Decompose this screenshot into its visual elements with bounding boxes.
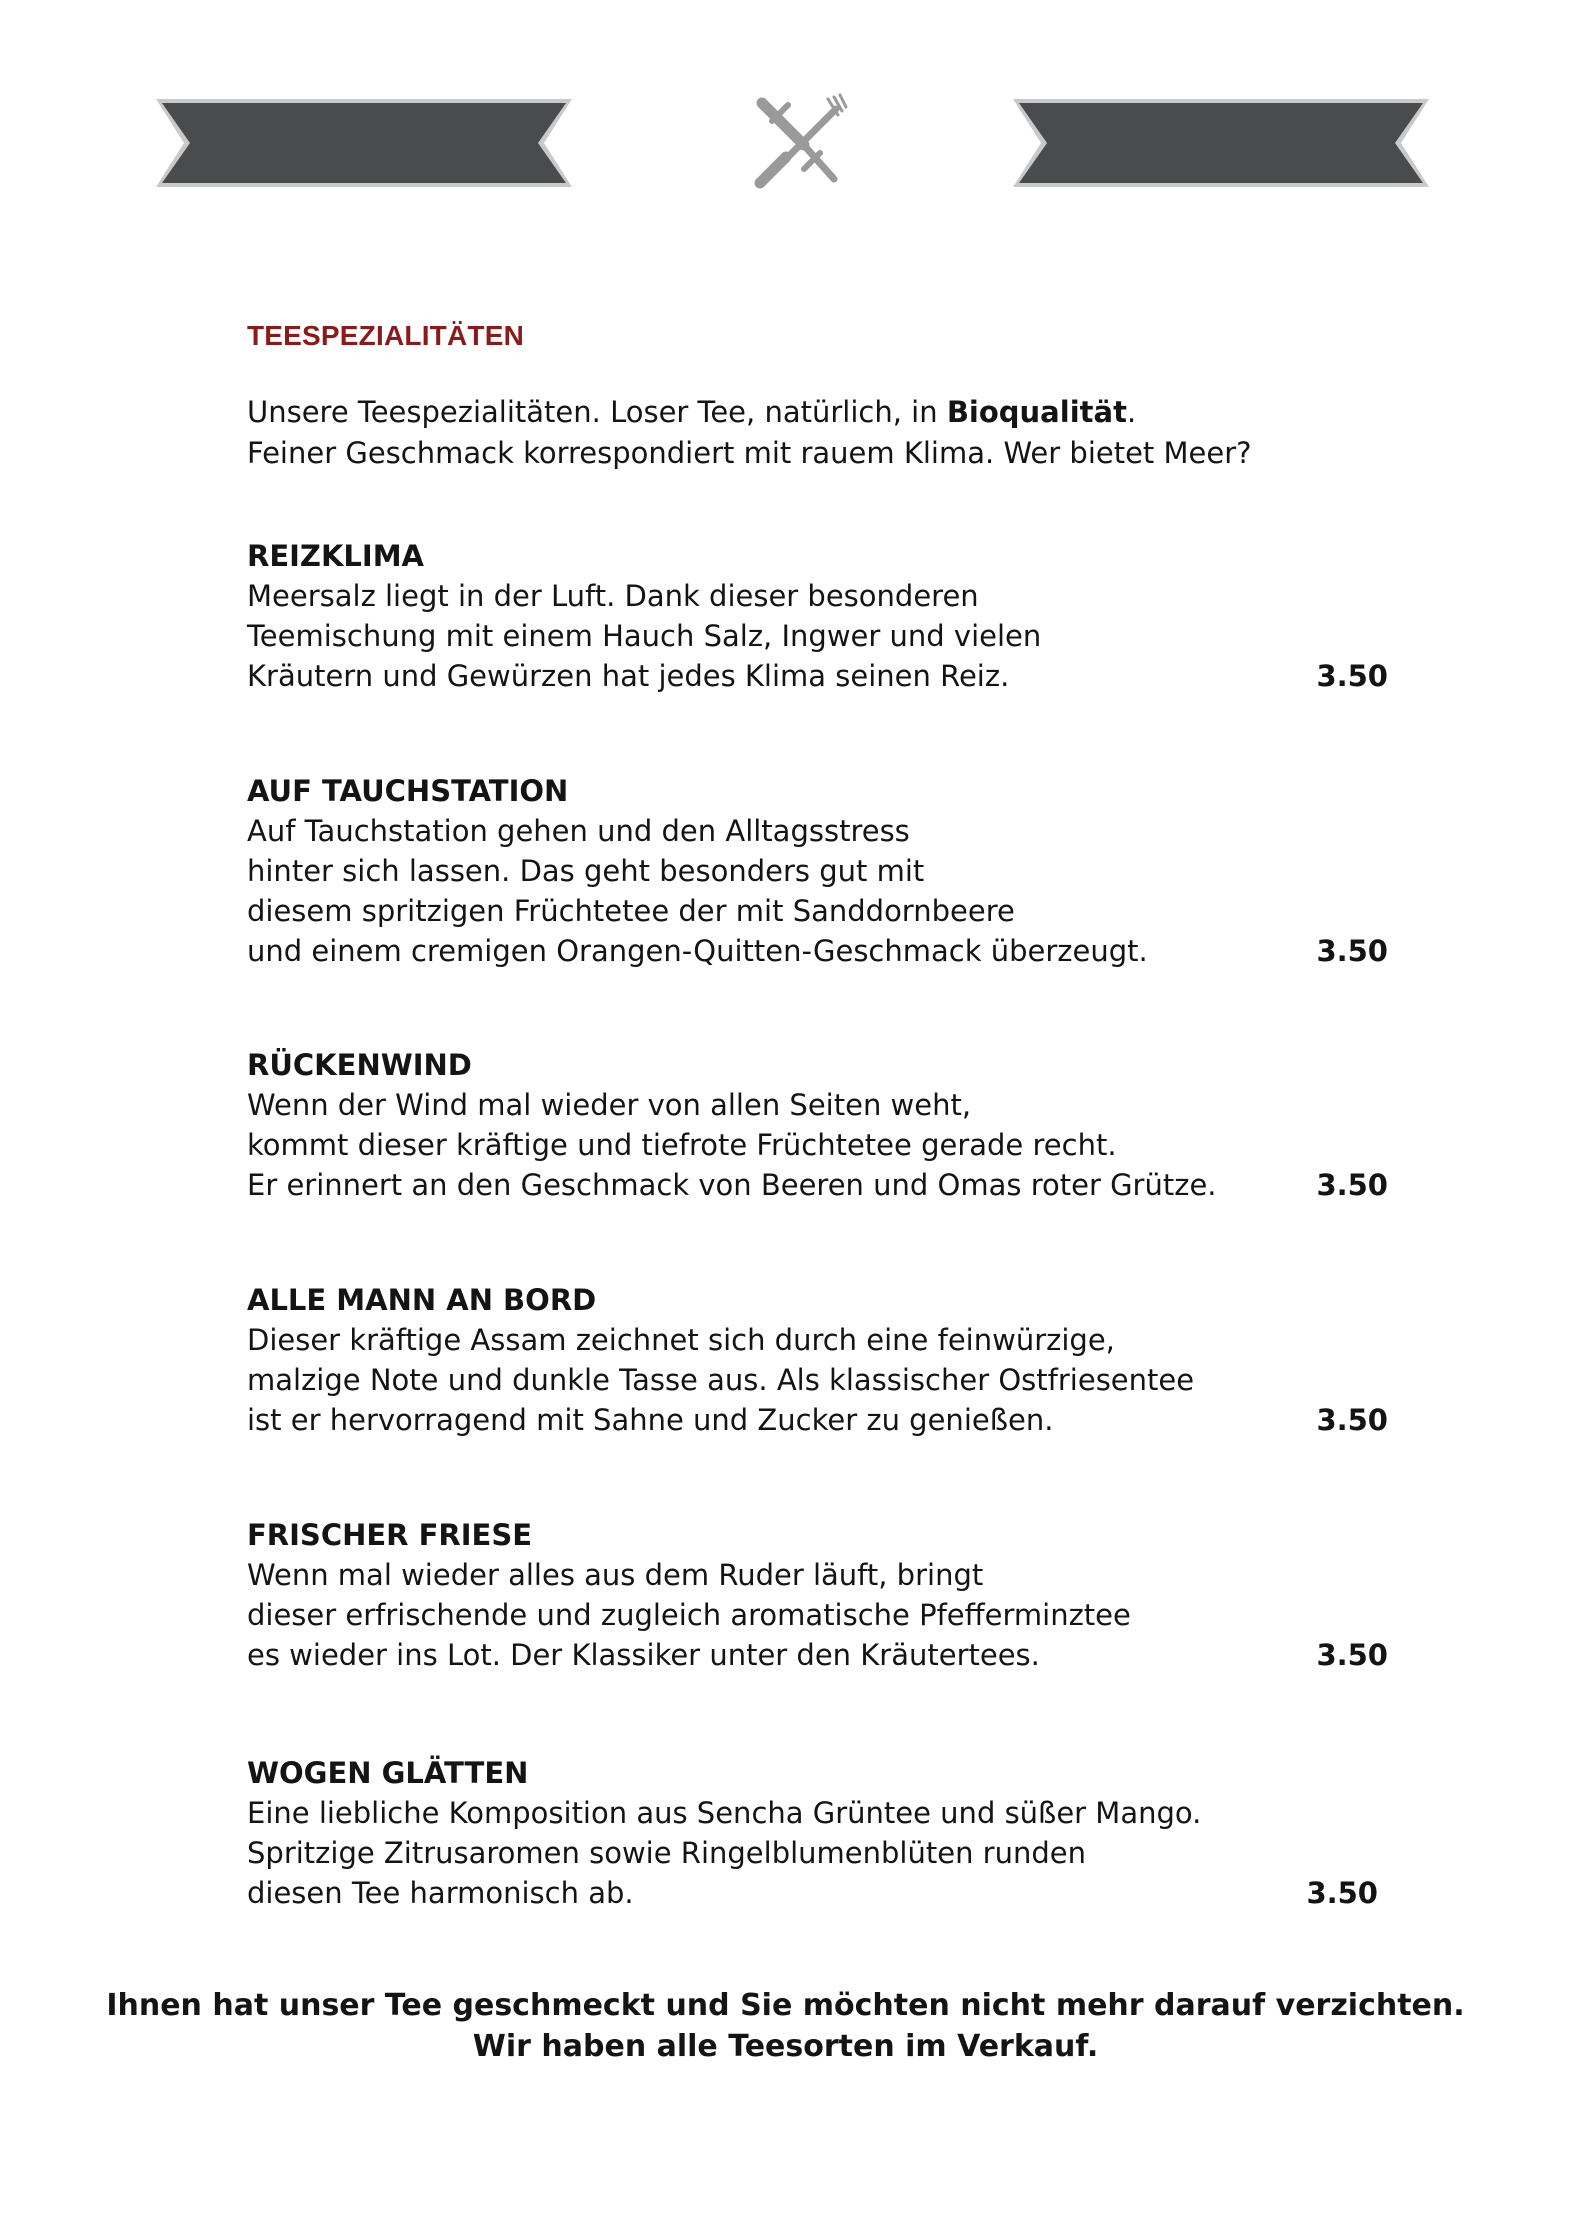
menu-item-alle-mann-an-bord: [247, 1280, 1388, 1440]
footer-note: [0, 1985, 1571, 2067]
intro-highlight: Bioqualität: [946, 395, 1127, 429]
footer-line-1: Ihnen hat unser Tee geschmeckt und Sie möchten nicht mehr darauf verzichten.: [106, 1988, 1465, 2023]
item-name: WOGEN GLÄTTEN: [247, 1756, 529, 1790]
item-name: RÜCKENWIND: [247, 1048, 472, 1082]
item-name: REIZKLIMA: [247, 539, 425, 573]
item-description: Wenn der Wind mal wieder von allen Seiten weht, kommt dieser kräftige und tiefrote Früchtetee gerade recht. Er erinnert an den Geschmack von Beeren und Omas roter Grütze.: [247, 1088, 1217, 1202]
item-price: 3.50: [1306, 1876, 1378, 1910]
intro-line-1: Unsere Teespezialitäten. Loser Tee, natürlich, in Bioqualität.: [247, 395, 1137, 429]
item-price: 3.50: [1316, 1403, 1388, 1437]
crossed-knife-fork-icon: [742, 93, 852, 193]
menu-item-wogen-glaetten: [247, 1753, 1378, 1913]
ribbon-banner-left: [148, 93, 580, 193]
intro-text: [247, 392, 1347, 474]
item-description: Meersalz liegt in der Luft. Dank dieser besonderen Teemischung mit einem Hauch Salz, Ingwer und vielen Kräutern und Gewürzen hat jedes Klima seinen Reiz.: [247, 579, 1042, 693]
footer-line-2: Wir haben alle Teesorten im Verkauf.: [472, 2029, 1099, 2064]
menu-item-auf-tauchstation: [247, 771, 1388, 971]
menu-item-rueckenwind: [247, 1045, 1388, 1205]
item-description: Dieser kräftige Assam zeichnet sich durch eine feinwürzige, malzige Note und dunkle Tasse aus. Als klassischer Ostfriesentee ist er hervorragend mit Sahne und Zucker zu genießen.: [247, 1323, 1195, 1437]
menu-item-reizklima: [247, 536, 1388, 696]
intro-line-2: Feiner Geschmack korrespondiert mit rauem Klima. Wer bietet Meer?: [247, 436, 1252, 470]
item-price: 3.50: [1316, 1168, 1388, 1202]
item-name: FRISCHER FRIESE: [247, 1518, 533, 1552]
section-title: TEESPEZIALITÄTEN: [247, 320, 524, 351]
item-price: 3.50: [1316, 659, 1388, 693]
item-description: Wenn mal wieder alles aus dem Ruder läuft, bringt dieser erfrischende und zugleich aromatische Pfefferminztee es wieder ins Lot. Der Klassiker unter den Kräutertees.: [247, 1558, 1131, 1672]
menu-item-frischer-friese: [247, 1515, 1388, 1675]
item-name: AUF TAUCHSTATION: [247, 774, 569, 808]
item-price: 3.50: [1316, 934, 1388, 968]
item-name: ALLE MANN AN BORD: [247, 1283, 597, 1317]
item-description: Eine liebliche Komposition aus Sencha Grüntee und süßer Mango. Spritzige Zitrusaromen sowie Ringelblumenblüten runden diesen Tee harmonisch ab.: [247, 1796, 1202, 1910]
item-price: 3.50: [1316, 1638, 1388, 1672]
item-description: Auf Tauchstation gehen und den Alltagsstress hinter sich lassen. Das geht besonders gut mit diesem spritzigen Früchtetee der mit Sanddornbeere und einem cremigen Orangen-Quitten-Geschmack überzeugt.: [247, 814, 1148, 968]
ribbon-banner-right: [1005, 93, 1437, 193]
